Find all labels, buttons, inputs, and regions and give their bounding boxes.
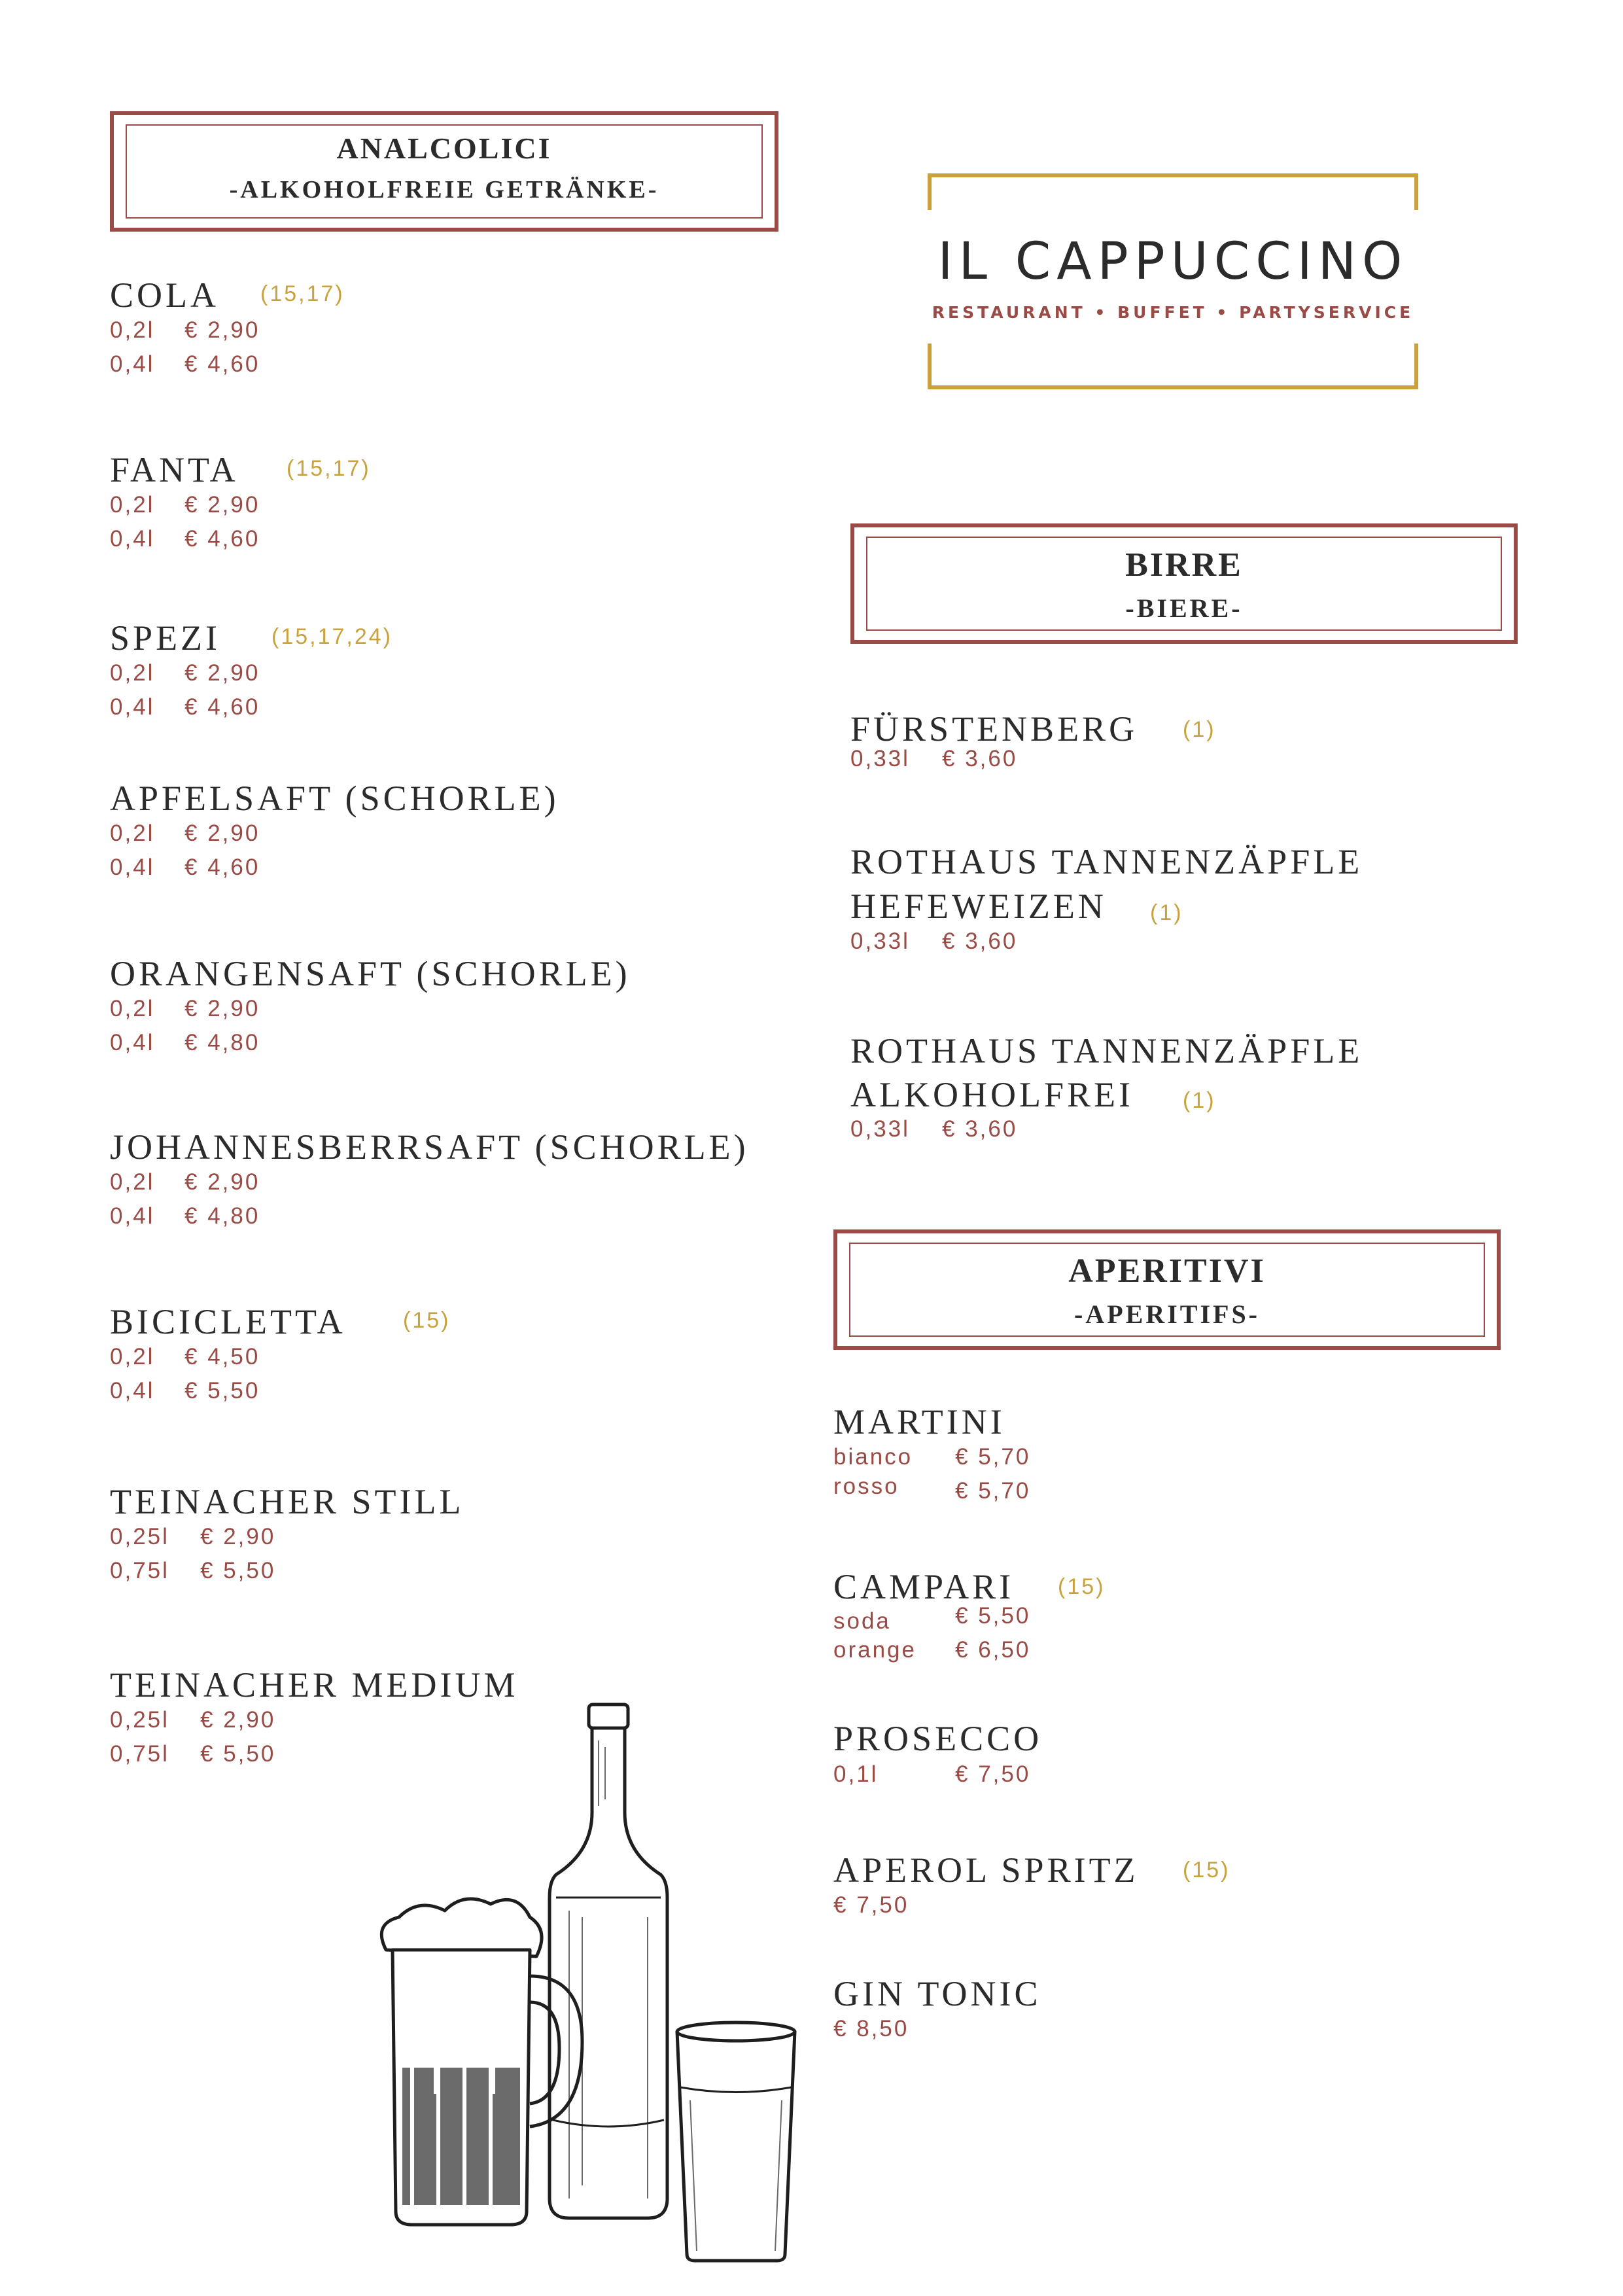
allergen-note: (1)	[1150, 900, 1183, 925]
item-name-rothaus-alkoholfrei: ROTHAUS TANNENZÄPFLE	[850, 1031, 1363, 1070]
glass-icon	[677, 2022, 795, 2261]
price: € 4,60	[184, 526, 260, 552]
size: 0,4l	[110, 526, 155, 552]
section-header-analcolici	[110, 111, 778, 232]
item-name-teinacher-still: TEINACHER STILL	[110, 1482, 464, 1521]
size: 0,2l	[110, 996, 155, 1021]
section-header-aperitivi	[833, 1229, 1501, 1350]
size: 0,33l	[850, 1116, 910, 1142]
price: € 6,50	[955, 1637, 1031, 1663]
item-name-teinacher-medium: TEINACHER MEDIUM	[110, 1665, 519, 1704]
logo-subtitle: RESTAURANT • BUFFET • PARTYSERVICE	[932, 303, 1414, 322]
item-name-line2: HEFEWEIZEN	[850, 887, 1107, 926]
size: 0,4l	[110, 351, 155, 377]
price: € 2,90	[200, 1707, 276, 1733]
price: € 4,60	[184, 351, 260, 377]
price: € 5,70	[955, 1478, 1031, 1504]
size: 0,75l	[110, 1558, 169, 1583]
item-name-rothaus-hefeweizen: ROTHAUS TANNENZÄPFLE	[850, 842, 1363, 881]
size: 0,4l	[110, 1378, 155, 1404]
price: € 2,90	[184, 660, 260, 686]
size: 0,4l	[110, 1030, 155, 1055]
size: 0,4l	[110, 694, 155, 720]
section-title: BIRRE	[1125, 546, 1243, 584]
size: 0,1l	[833, 1761, 879, 1787]
section-subtitle: -APERITIFS-	[1073, 1299, 1261, 1329]
price: € 3,60	[942, 1116, 1018, 1142]
price: € 2,90	[184, 492, 260, 518]
price: € 2,90	[200, 1524, 276, 1549]
bottle-icon	[550, 1704, 667, 2218]
size: 0,25l	[110, 1707, 169, 1733]
section-header-birre	[850, 523, 1518, 644]
price: € 2,90	[184, 1169, 260, 1195]
size: 0,2l	[110, 1344, 155, 1369]
price: € 5,50	[955, 1603, 1031, 1629]
price: € 5,50	[184, 1378, 260, 1404]
logo-frame-top	[928, 173, 1418, 210]
price: € 8,50	[833, 2016, 909, 2041]
price: € 4,50	[184, 1344, 260, 1369]
allergen-note: (1)	[1183, 1088, 1216, 1113]
item-name-prosecco: PROSECCO	[833, 1719, 1043, 1758]
item-name-aperol-spritz: APEROL SPRITZ	[833, 1850, 1139, 1890]
item-name-fuerstenberg: FÜRSTENBERG	[850, 709, 1138, 749]
section-title: ANALCOLICI	[336, 132, 552, 165]
size: 0,2l	[110, 317, 155, 343]
price: € 5,50	[200, 1558, 276, 1583]
logo	[928, 173, 1418, 389]
variant-label: soda	[833, 1608, 891, 1634]
section-subtitle: -BIERE-	[1125, 593, 1243, 623]
section-subtitle: -ALKOHOLFREIE GETRÄNKE-	[229, 176, 659, 203]
item-name-campari: CAMPARI	[833, 1567, 1015, 1606]
price: € 4,80	[184, 1203, 260, 1229]
allergen-note: (15)	[1183, 1858, 1230, 1882]
price: € 2,90	[184, 317, 260, 343]
item-name-cola: COLA	[110, 275, 219, 315]
item-name-johannesberrsaft: JOHANNESBERRSAFT (SCHORLE)	[110, 1127, 749, 1167]
item-name-orangensaft: ORANGENSAFT (SCHORLE)	[110, 954, 631, 993]
allergen-note: (15)	[403, 1308, 451, 1333]
price: € 7,50	[833, 1892, 909, 1918]
allergen-note: (1)	[1183, 717, 1216, 742]
size: 0,2l	[110, 492, 155, 518]
price: € 2,90	[184, 821, 260, 846]
size: 0,2l	[110, 1169, 155, 1195]
allergen-note: (15,17)	[260, 281, 345, 306]
item-name-fanta: FANTA	[110, 450, 239, 489]
price: € 5,50	[200, 1741, 276, 1767]
variant-label: orange	[833, 1637, 916, 1663]
item-name-martini: MARTINI	[833, 1402, 1005, 1441]
size: 0,2l	[110, 821, 155, 846]
variant-label: bianco	[833, 1444, 913, 1470]
price: € 4,60	[184, 855, 260, 880]
logo-title: IL CAPPUCCINO	[937, 232, 1408, 291]
allergen-note: (15,17)	[287, 456, 371, 481]
item-name-gin-tonic: GIN TONIC	[833, 1974, 1041, 2013]
price: € 4,60	[184, 694, 260, 720]
variant-label: rosso	[833, 1474, 899, 1499]
size: 0,33l	[850, 928, 910, 954]
price: € 4,80	[184, 1030, 260, 1055]
price: € 3,60	[942, 928, 1018, 954]
price: € 3,60	[942, 746, 1018, 771]
size: 0,33l	[850, 746, 910, 771]
item-name-spezi: SPEZI	[110, 618, 221, 658]
price: € 2,90	[184, 996, 260, 1021]
size: 0,4l	[110, 1203, 155, 1229]
logo-frame-bottom	[928, 344, 1418, 389]
allergen-note: (15)	[1058, 1574, 1106, 1599]
size: 0,25l	[110, 1524, 169, 1549]
allergen-note: (15,17,24)	[271, 624, 393, 649]
item-name-apfelsaft: APFELSAFT (SCHORLE)	[110, 779, 559, 818]
size: 0,4l	[110, 855, 155, 880]
price: € 7,50	[955, 1761, 1031, 1787]
section-title: APERITIVI	[1068, 1252, 1266, 1290]
drinks-illustration	[373, 1701, 818, 2264]
size: 0,75l	[110, 1741, 169, 1767]
size: 0,2l	[110, 660, 155, 686]
item-name-line2: ALKOHOLFREI	[850, 1075, 1134, 1114]
item-name-bicicletta: BICICLETTA	[110, 1302, 346, 1341]
price: € 5,70	[955, 1444, 1031, 1470]
